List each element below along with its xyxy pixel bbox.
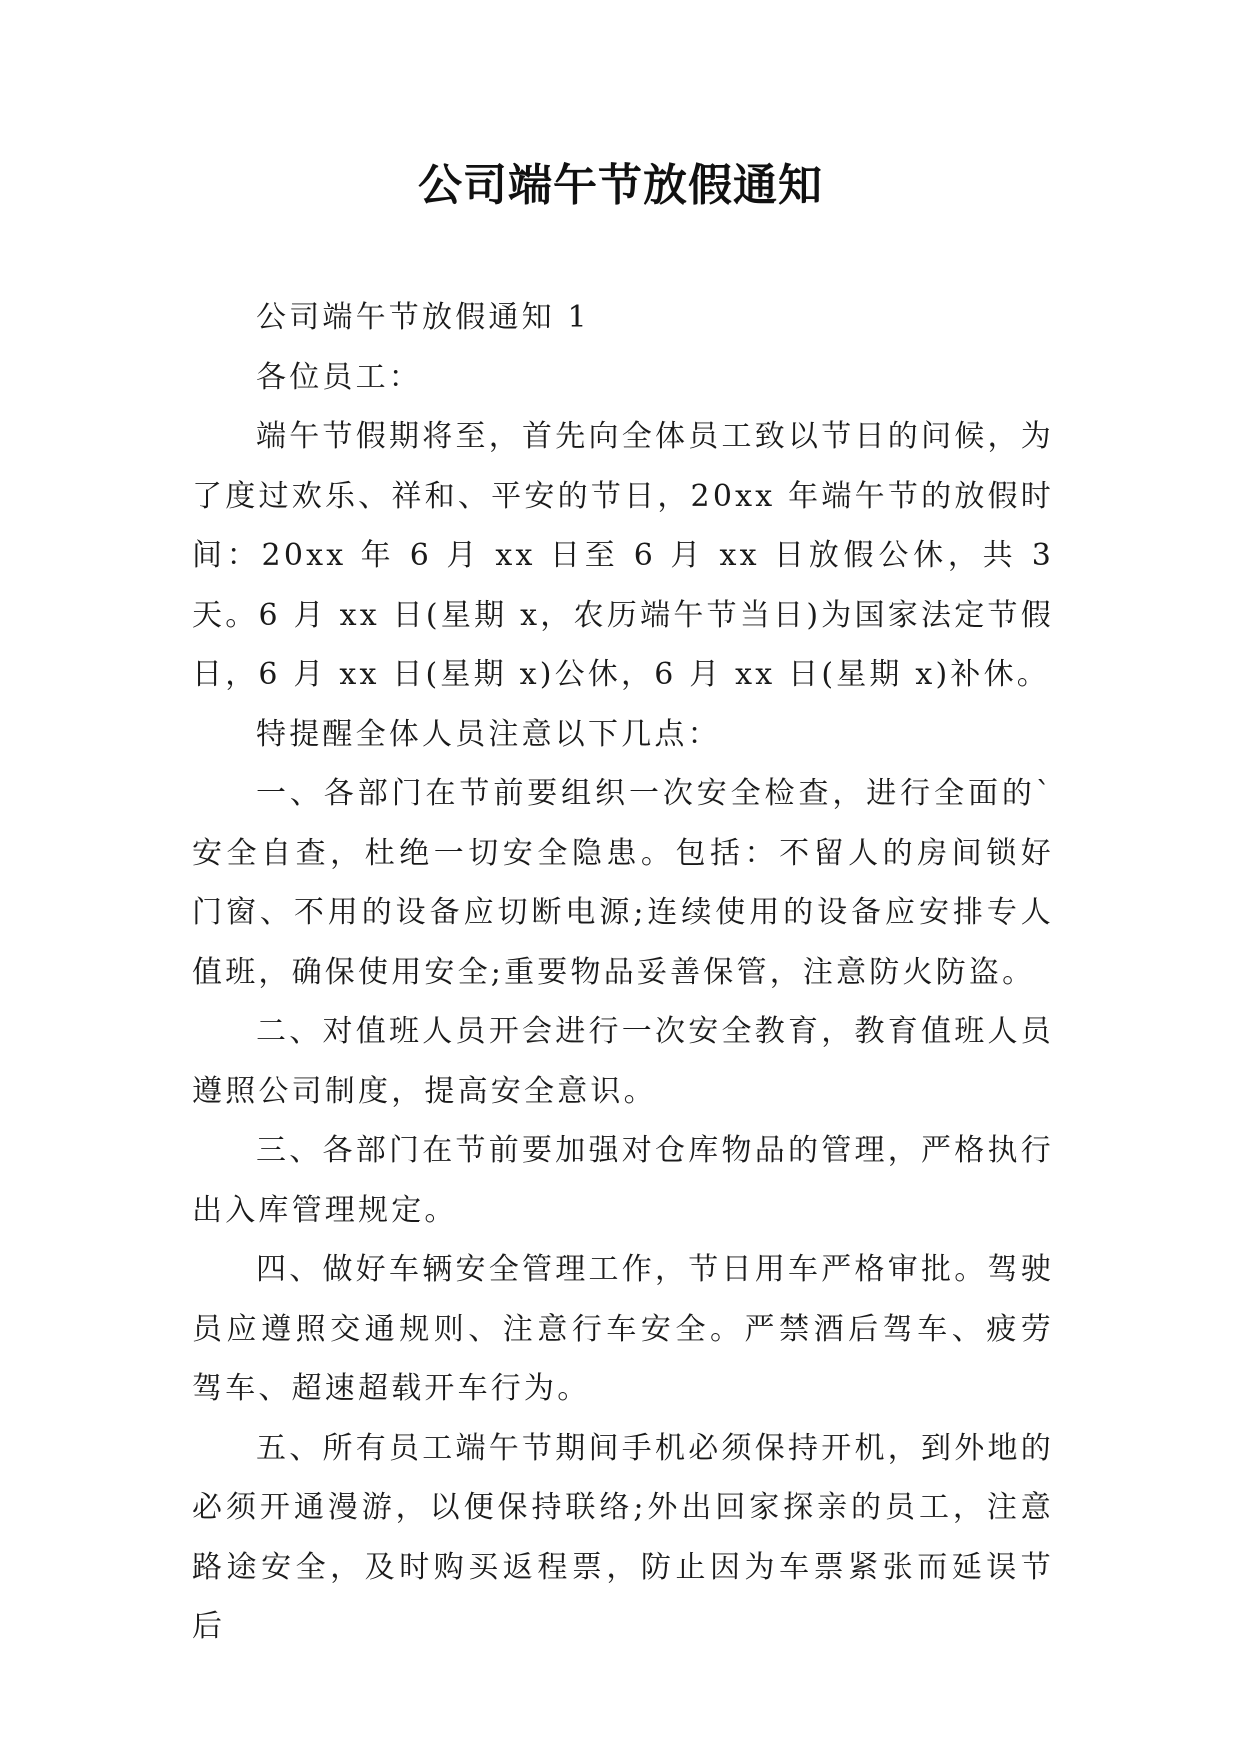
salutation: 各位员工： — [256, 359, 422, 395]
document-title: 公司端午节放假通知 — [418, 160, 823, 211]
reminder-intro: 特提醒全体人员注意以下几点： — [256, 716, 721, 752]
point-two-duty-staff: 二、对值班人员开会进行一次安全教育，教育值班人员遵照公司制度，提高安全意识。 — [192, 1014, 1054, 1109]
point-three-warehouse: 三、各部门在节前要加强对仓库物品的管理，严格执行出入库管理规定。 — [192, 1133, 1054, 1228]
point-four-vehicles: 四、做好车辆安全管理工作，节日用车严格审批。驾驶员应遵照交通规则、注意行车安全。严禁酒后驾车、疲劳驾车、超速超载开车行为。 — [192, 1252, 1054, 1406]
document-body — [192, 288, 1054, 1657]
notice-subtitle: 公司端午节放假通知 1 — [256, 300, 590, 335]
holiday-schedule-paragraph: 端午节假期将至，首先向全体员工致以节日的问候，为了度过欢乐、祥和、平安的节日，20xx 年端午节的放假时间：20xx 年 6 月 xx 日至 6 月 xx 日放假公休，共 3 天。6 月 xx 日(星期 x，农历端午节当日)为国家法定节假日，6 月 xx 日(星期 x)公休，6 月 xx 日(星期 x)补休。 — [192, 419, 1054, 692]
point-one-safety-check: 一、各部门在节前要组织一次安全检查，进行全面的`安全自查，杜绝一切安全隐患。包括：不留人的房间锁好门窗、不用的设备应切断电源;连续使用的设备应安排专人值班，确保使用安全;重要物品妥善保管，注意防火防盗。 — [192, 776, 1054, 990]
point-five-contact: 五、所有员工端午节期间手机必须保持开机，到外地的必须开通漫游，以便保持联络;外出回家探亲的员工，注意路途安全，及时购买返程票，防止因为车票紧张而延误节后 — [192, 1430, 1054, 1644]
